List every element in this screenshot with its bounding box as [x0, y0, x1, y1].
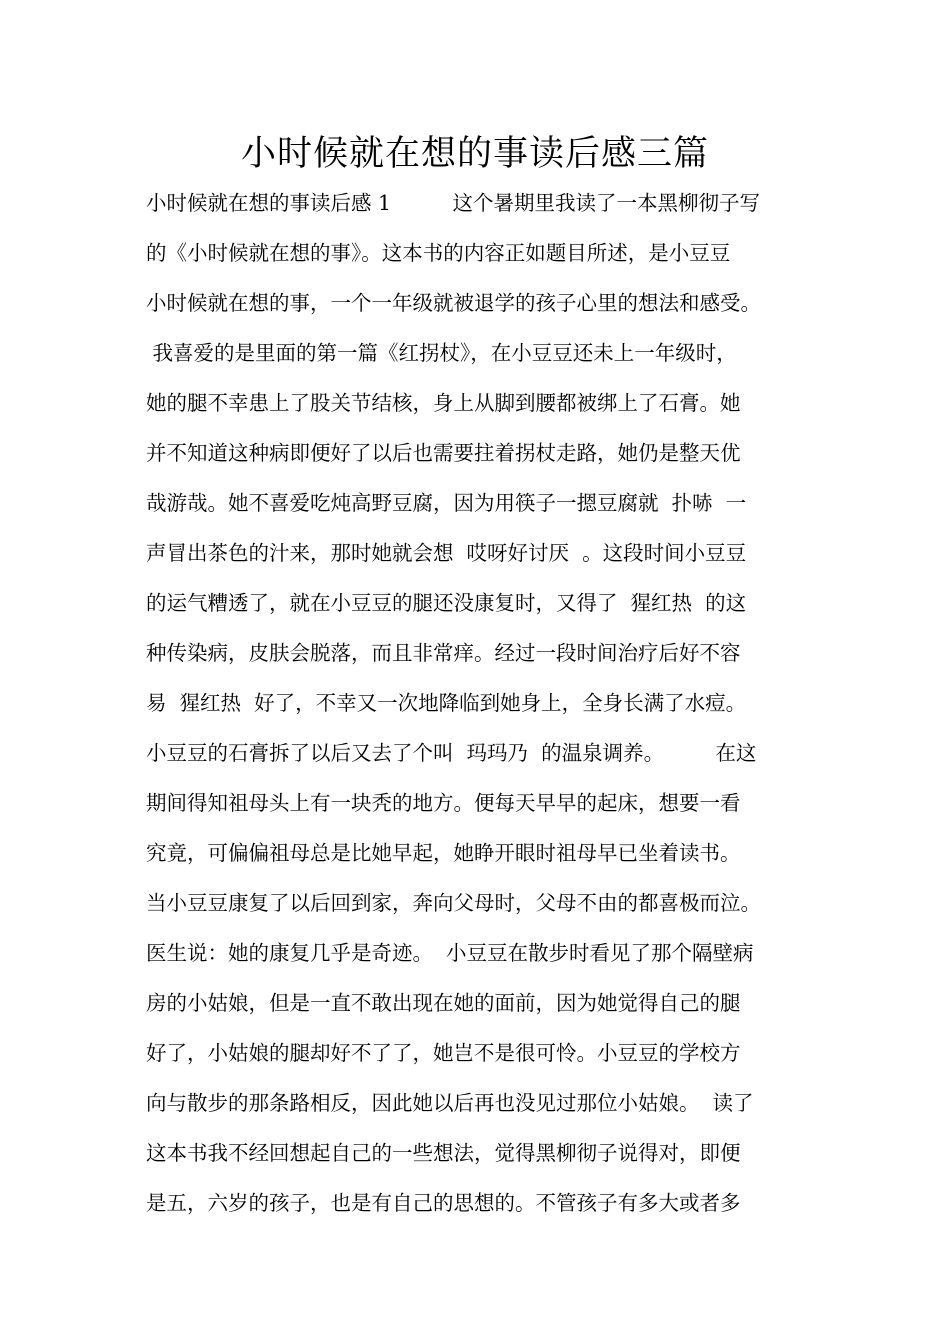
body-line: 当小豆豆康复了以后回到家，奔向父母时，父母不由的都喜极而泣。	[146, 891, 761, 915]
body-line: 并不知道这种病即便好了以后也需要拄着拐杖走路，她仍是整天优	[146, 441, 741, 465]
body-line: 是五，六岁的孩子，也是有自己的思想的。不管孩子有多大或者多	[146, 1191, 741, 1215]
body-line: 哉游哉。她不喜爱吃炖高野豆腐，因为用筷子一摁豆腐就 扑哧 一	[146, 491, 747, 515]
document-body	[146, 178, 836, 1228]
body-line: 的运气糟透了，就在小豆豆的腿还没康复时，又得了 猩红热 的这	[146, 591, 747, 615]
body-line: 向与散步的那条路相反，因此她以后再也没见过那位小姑娘。 读了	[146, 1091, 754, 1115]
body-line: 医生说：她的康复几乎是奇迹。 小豆豆在散步时看见了那个隔壁病	[146, 941, 754, 965]
body-line: 易 猩红热 好了，不幸又一次地降临到她身上，全身长满了水痘。	[146, 691, 747, 715]
body-line: 的《小时候就在想的事》。这本书的内容正如题目所述，是小豆豆	[146, 241, 731, 265]
body-line: 我喜爱的是里面的第一篇《红拐杖》，在小豆豆还未上一年级时，	[146, 341, 737, 365]
body-line: 声冒出茶色的汁来，那时她就会想 哎呀好讨厌 。这段时间小豆豆	[146, 541, 747, 565]
body-line: 好了，小姑娘的腿却好不了了，她岂不是很可怜。小豆豆的学校方	[146, 1041, 741, 1065]
body-line: 房的小姑娘，但是一直不敢出现在她的面前，因为她觉得自己的腿	[146, 991, 741, 1015]
body-line: 究竟，可偏偏祖母总是比她早起，她睁开眼时祖母早已坐着读书。	[146, 841, 741, 865]
body-line: 这本书我不经回想起自己的一些想法，觉得黑柳彻子说得对，即便	[146, 1141, 741, 1165]
body-line: 她的腿不幸患上了股关节结核，身上从脚到腰都被绑上了石膏。她	[146, 391, 741, 415]
body-line: 小豆豆的石膏拆了以后又去了个叫 玛玛乃 的温泉调养。 在这	[146, 741, 757, 765]
body-line: 期间得知祖母头上有一块秃的地方。便每天早早的起床，想要一看	[146, 791, 741, 815]
body-line: 种传染病，皮肤会脱落，而且非常痒。经过一段时间治疗后好不容	[146, 641, 741, 665]
body-line: 小时候就在想的事，一个一年级就被退学的孩子心里的想法和感受。	[146, 291, 761, 315]
document-title: 小时候就在想的事读后感三篇	[240, 134, 709, 174]
body-line: 小时候就在想的事读后感 1 这个暑期里我读了一本黑柳彻子写	[146, 191, 761, 215]
